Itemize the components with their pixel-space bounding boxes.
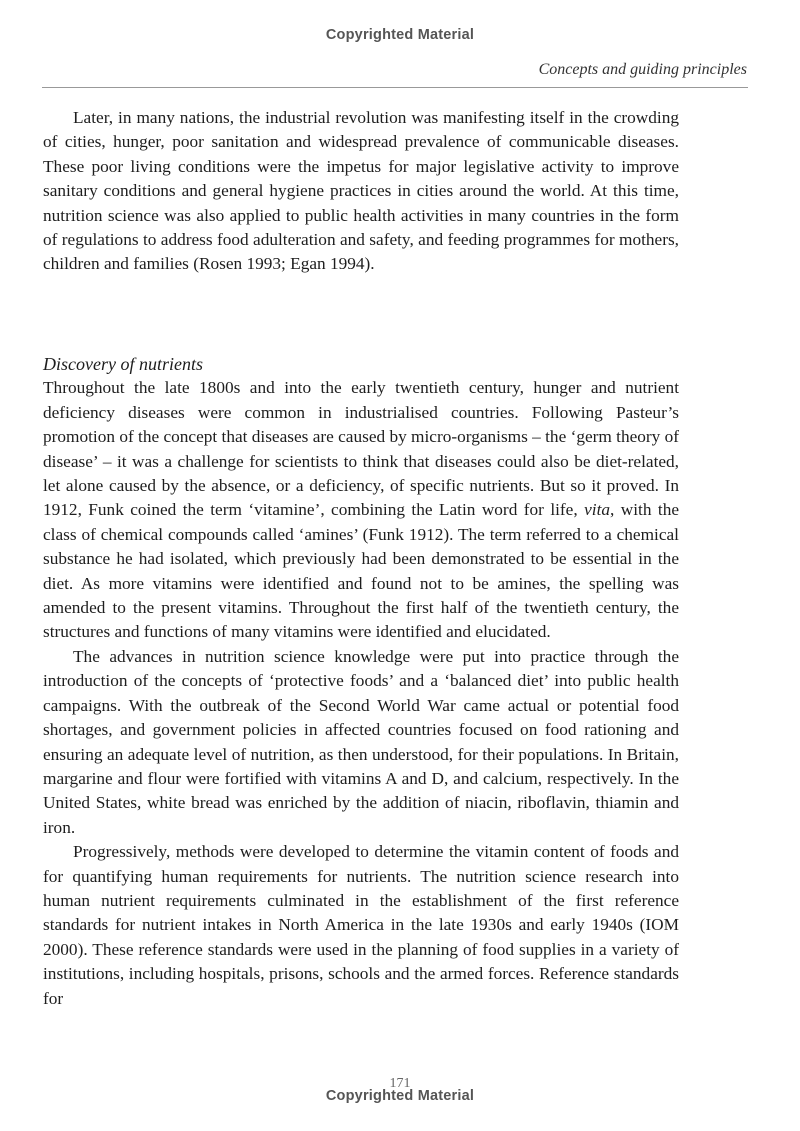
- copyright-watermark-top: Copyrighted Material: [325, 27, 475, 43]
- header-rule: [42, 87, 748, 88]
- running-header: Concepts and guiding principles: [538, 61, 747, 78]
- section-discovery-of-nutrients: [43, 352, 679, 1011]
- section-paragraph-2: The advances in nutrition science knowledge were put into practice through the introduction of the concepts of ‘protective foods’ and a ‘balanced diet’ into public health campaigns. With the outbreak of the Second World War came actual or potential food shortages, and government policies in affected countries focused on food rationing and ensuring an adequate level of nutrition, as then understood, for their populations. In Britain, margarine and flour were fortified with vitamins A and D, and calcium, respectively. In the United States, white bread was enriched by the addition of niacin, riboflavin, thiamin and iron.: [43, 646, 679, 837]
- paragraph-text: , with the class of chemical compounds called ‘amines’ (Funk 1912). The term referred to a chemical substance he had isolated, which previously had been demonstrated to be essential in the diet. As more vitamins were identified and found not to be amines, the spelling was amended to the present vitamins. Throughout the first half of the twentieth century, the structures and functions of many vitamins were identified and elucidated.: [43, 500, 680, 642]
- section-heading: Discovery of nutrients: [43, 354, 203, 374]
- section-paragraph-3: Progressively, methods were developed to determine the vitamin content of foods and for quantifying human requirements for nutrients. The nutrition science research into human nutrient requirements culminated in the establishment of the first reference standards for nutrient intakes in North America in the late 1930s and early 1940s (IOM 2000). These reference standards were used in the planning of food supplies in a variety of institutions, including hospitals, prisons, schools and the armed forces. Reference standards for: [43, 842, 679, 1008]
- copyright-watermark-bottom: Copyrighted Material: [325, 1088, 475, 1104]
- paragraph-text: Throughout the late 1800s and into the early twentieth century, hunger and nutrient deficiency diseases were common in industrialised countries. Following Pasteur’s promotion of the concept that diseases are caused by micro-organisms – the ‘germ theory of disease’ – it was a challenge for scientists to think that diseases could also be diet-related, let alone caused by the absence, or a deficiency, of specific nutrients. But so it proved. In 1912, Funk coined the term ‘vitamine’, combining the Latin word for life,: [43, 378, 680, 520]
- section-paragraph-1: [43, 376, 679, 644]
- intro-block: [43, 106, 679, 277]
- intro-paragraph: Later, in many nations, the industrial revolution was manifesting itself in the crowding of cities, hunger, poor sanitation and widespread prevalence of communicable diseases. These poor living conditions were the impetus for major legislative activity to improve sanitary conditions and general hygiene practices in cities around the world. At this time, nutrition science was also applied to public health activities in many countries in the form of regulations to address food adulteration and safety, and feeding programmes for mothers, children and families (Rosen 1993; Egan 1994).: [43, 108, 679, 274]
- italic-term: vita: [584, 500, 611, 520]
- page-number: 171: [389, 1076, 411, 1091]
